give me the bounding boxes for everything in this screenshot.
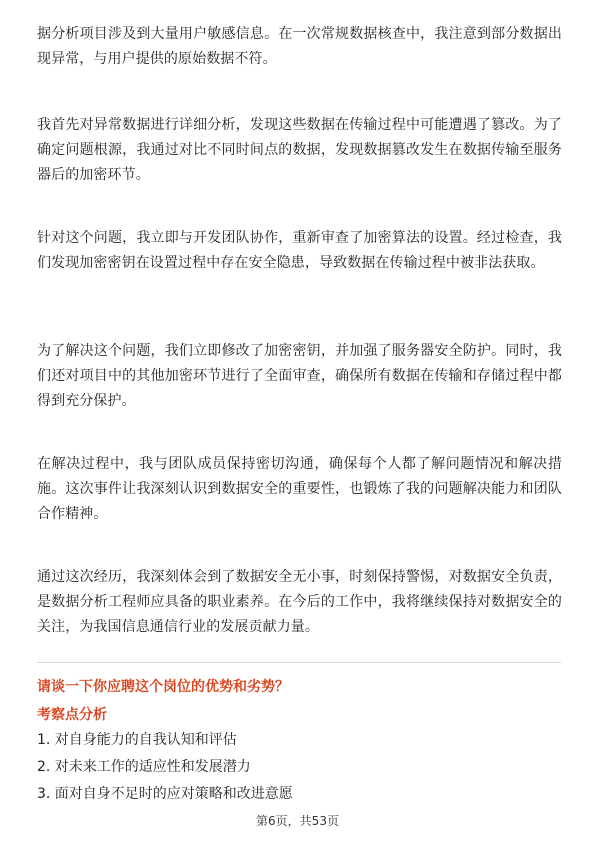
analysis-item-3: 3. 面对自身不足时的应对策略和改进意愿: [37, 786, 293, 802]
answer-paragraph-1: 据分析项目涉及到大量用户敏感信息。在一次常规数据核查中，我注意到部分数据出现异常，与用户提供的原始数据不符。: [37, 26, 562, 67]
analysis-item-1: 1. 对自身能力的自我认知和评估: [37, 732, 237, 748]
answer-paragraph-5: 在解决过程中，我与团队成员保持密切沟通，确保每个人都了解问题情况和解决措施。这次事件让我深刻认识到数据安全的重要性，也锻炼了我的问题解决能力和团队合作精神。: [37, 456, 562, 522]
page-footer: 第6页，共53页: [256, 814, 339, 828]
analysis-heading: 考察点分析: [37, 707, 107, 723]
section-divider: [37, 662, 561, 663]
analysis-item-2: 2. 对未来工作的适应性和发展潜力: [37, 759, 251, 775]
interview-question: 请谈一下你应聘这个岗位的优势和劣势？: [37, 679, 289, 695]
answer-paragraph-6: 通过这次经历，我深刻体会到了数据安全无小事，时刻保持警惕，对数据安全负责，是数据分析工程师应具备的职业素养。在今后的工作中，我将继续保持对数据安全的关注，为我国信息通信行业的发展贡献力量。: [37, 569, 562, 635]
answer-paragraph-3: 针对这个问题，我立即与开发团队协作，重新审查了加密算法的设置。经过检查，我们发现加密密钥在设置过程中存在安全隐患，导致数据在传输过程中被非法获取。: [37, 230, 562, 271]
answer-paragraph-4: 为了解决这个问题，我们立即修改了加密密钥，并加强了服务器安全防护。同时，我们还对项目中的其他加密环节进行了全面审查，确保所有数据在传输和存储过程中都得到充分保护。: [37, 343, 562, 409]
analysis-list: [37, 730, 293, 811]
answer-paragraph-2: 我首先对异常数据进行详细分析，发现这些数据在传输过程中可能遭遇了篡改。为了确定问题根源，我通过对比不同时间点的数据，发现数据篡改发生在数据传输至服务器后的加密环节。: [37, 117, 562, 183]
